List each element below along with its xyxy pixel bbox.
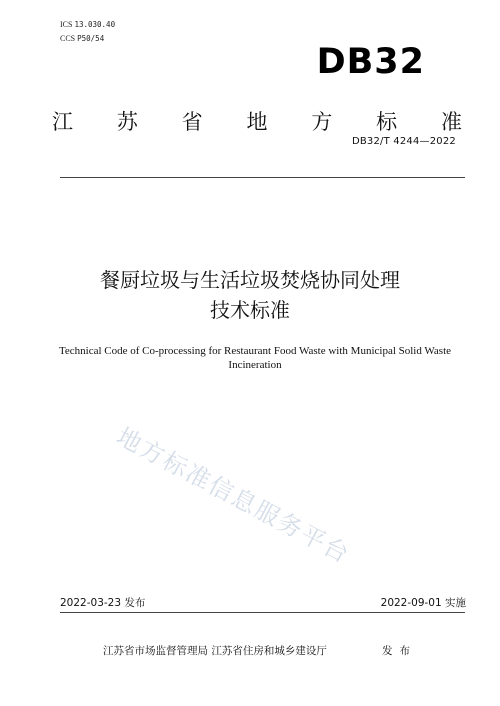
- bottom-divider: [60, 612, 465, 613]
- ccs-code-line: [60, 34, 104, 44]
- issue-label: 发布: [382, 645, 417, 657]
- top-divider: [60, 177, 465, 178]
- standard-title: [52, 108, 462, 136]
- document-title-cn-line2: 技术标准: [210, 298, 290, 322]
- ccs-value: P50/54: [77, 34, 105, 43]
- standard-title-char: 标: [376, 110, 398, 134]
- ics-code-line: [60, 20, 115, 30]
- issuing-authorities: 江苏省市场监督管理局 江苏省住房和城乡建设厅: [103, 645, 327, 657]
- issue-date: 2022-03-23 发布: [60, 597, 146, 609]
- document-title-en: Technical Code of Co-processing for Restaurant Food Waste with Municipal Solid Waste Incineration: [58, 345, 452, 371]
- standard-title-char: 苏: [116, 110, 138, 134]
- ics-value: 13.030.40: [74, 20, 116, 29]
- document-title-cn-line1: 餐厨垃圾与生活垃圾焚烧协同处理: [100, 268, 400, 292]
- standard-title-char: 地: [246, 110, 268, 134]
- ics-label: ICS: [60, 20, 73, 29]
- db32-logo: DB32: [316, 42, 425, 82]
- watermark-text: 地方标准信息服务平台: [112, 422, 355, 570]
- ccs-label: CCS: [60, 34, 76, 43]
- standard-title-char: 省: [181, 110, 203, 134]
- standard-title-char: 准: [440, 110, 462, 134]
- standard-title-char: 江: [52, 110, 73, 134]
- standard-code: DB32/T 4244—2022: [351, 136, 456, 147]
- standard-title-char: 方: [311, 110, 333, 134]
- implementation-date: 2022-09-01 实施: [380, 597, 466, 609]
